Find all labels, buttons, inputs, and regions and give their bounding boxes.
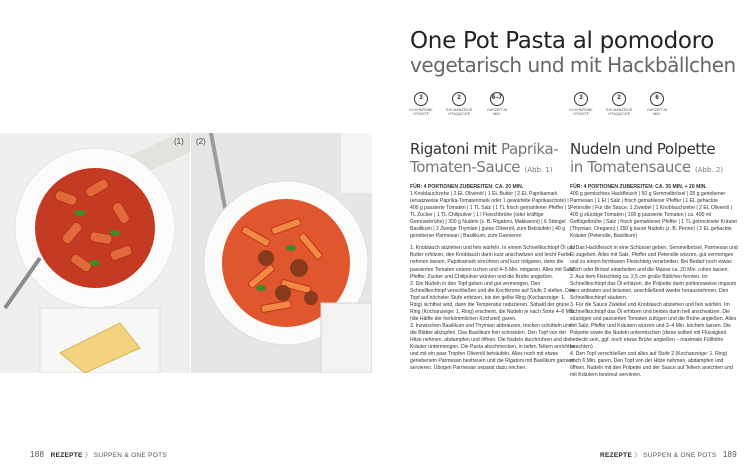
recipe2-icons: [568, 92, 670, 116]
page-number: 189: [722, 450, 738, 459]
kochkrone-icon: 3 KOCHKRONE VITAVIT®: [408, 92, 434, 116]
polpette-illustration: [191, 133, 372, 373]
footer-left: 188 REZEPTE 》 SUPPEN & ONE POTS: [30, 450, 168, 459]
recipe2-step: 1. Das Hackfleisch in eine Schüssel geben, Semmelbrösel, Parmesan und Ei zugeben. Alles mit Salz, Pfeffer und Petersilie würzen, gut vermengen und zu einem formbaren Fleischteig verarbeiten. Bei Bedarf noch etwas Milch oder Brösel einarbeiten und die Masse ca. 20 Min. ruhen lassen.: [570, 245, 738, 273]
recipe1-step: 2. Die Nudeln in den Topf geben und gut vermengen. Den Schnellkochtopf verschließen und die Kochkrone auf Stufe 2 stellen. Den Topf auf höchster Stufe erhitzen, bis der gelbe Ring (Kochanzeige: 1. Ring) sichtbar wird, dann die Temperatur reduzieren. Sobald der grüne Ring (Kochanzeige: 1. Ring) erscheint, die Nudeln je nach Sorte 4–6 Min. (die Hälfte der herkömmlichen Kochzeit) garen.: [410, 280, 576, 322]
recipe2-body: [570, 184, 738, 379]
recipe2-ingredients: 400 g gemischtes Hackfleisch | 50 g Semmelbrösel | 25 g geriebener Parmesan | 1 Ei | Salz | frisch gemahlener Pfeffer | 1 EL gehackte Petersilie | Für die Sauce: 1 Zwiebel | 1 Knoblauchzehe | 2 EL Olivenöl | 400 g stückige Tomaten | 100 g passierte Tomaten | ca. 400 ml Geflügelbrühe | Salz | frisch gemahlener Pfeffer | 1 TL getrocknete Kräuter (Thymian, Oregano) | 250 g kurze Nudeln (z. B. Penne) | 2 EL gehackte Kräuter (Petersilie, Basilikum): [570, 191, 738, 240]
recipe1-step: 1. Knoblauch abziehen und fein würfeln. In einem Schnellkochtopf Öl und Butter erhitzen, den Knoblauch darin kurz anschwitzen und leicht Farbe nehmen lassen. Paprikamark einrühren und kurz mitgaren, dann die passierten Tomaten unterm ischen und 4–5 Min. mitgaren. Alles mit Salz, Pfeffer, Zucker und Chilipulver würzen und die Brühe angießen.: [410, 245, 576, 280]
recipe2-meta: FÜR: 4 PORTIONEN ZUBEREITEN: CA. 35 MIN. + 20 MIN.: [570, 184, 707, 190]
kochkrone-icon: 3 KOCHKRONE VITAVIT®: [568, 92, 594, 116]
photo-rigatoni: [0, 133, 190, 373]
recipe2-title: Nudeln und Polpette in Tomatensauce (Abb. 2): [570, 140, 724, 176]
kochanzeige-icon: 2 KOCHANZEIGE VITAQUICK®: [606, 92, 632, 116]
kochanzeige-icon: 2 KOCHANZEIGE VITAQUICK®: [446, 92, 472, 116]
recipe1-step: 3. Inzwischen Basilikum und Thymian abbrausen, trocken schütteln und die Blätter abzupfen. Das Basilikum fein schneiden. Den Topf von der Hitze nehmen, abdampfen und öffnen. Die Nudeln durchrühren und die Kräuter untermengen. Die Pasta abschmecken, in tiefen Tellern anrichten und mit ein paar Tropfen Olivenöl beträufeln. Alles noch mit etwas geriebenem Parmesan bestreuen und die Rigatoni mit Basilikum garniert servieren. Übrigen Parmesan separat dazu reichen.: [410, 322, 576, 372]
photo-polpette: [191, 133, 372, 373]
page-title: One Pot Pasta al pomodoro: [410, 28, 715, 54]
photo-label-1: (1): [174, 137, 184, 146]
recipe2-step: 4. Den Topf verschließen und alles auf Stufe 2 (Kochanzeige: 1. Ring) noch 6 Min. garen. Den Topf von der Hitze nehmen, abdampfen und öffnen. Nudeln mit den Polpette und der Sauce auf Tellern anrichten und mit Kräutern bestreut servieren.: [570, 351, 733, 379]
garzeit-icon: 6 GARZEIT IN MIN.: [644, 92, 670, 116]
page-subtitle: vegetarisch und mit Hackbällchen: [410, 53, 736, 77]
recipe2-step: 3. Für die Sauce Zwiebel und Knoblauch abziehen und fein würfeln. Im Schnellkochtopf das Öl erhitzen und beides darin hell anschwitzen. Die stückigen und passierten Tomaten zufügen und die Brühe angießen. Alles mit Salz, Pfeffer und Kräutern würzen und 3–4 Min. köcheln lassen. Die Polpette sowie die Nudeln untermischen (diese sollten mit Flüssigkeit bedeckt sein, ggf. noch etwas Brühe angießen – maximale Füllhöhe beachten).: [570, 301, 737, 351]
recipe1-meta: FÜR: 4 PORTIONEN ZUBEREITEN: CA. 20 MIN.: [410, 184, 524, 190]
recipe1-body: [410, 184, 576, 372]
page-number: 188: [30, 450, 45, 459]
footer-right: REZEPTE 》 SUPPEN & ONE POTS 189: [600, 450, 738, 459]
recipe2-step: 2. Aus dem Fleischteig ca. 2,5 cm große Bällchen formen. Im Schnellkochtopf das Öl erhitzen, die Polpette darin portionsweise ringsum kurz anbraten und bräunen, anschließend wieder herausnehmen. Den Schnellkochtopf säubern.: [570, 273, 737, 301]
garzeit-icon: 6–7 GARZEIT IN MIN.: [484, 92, 510, 116]
recipe1-icons: [408, 92, 510, 116]
rigatoni-illustration: [0, 133, 190, 373]
recipe1-title: Rigatoni mit Paprika- Tomaten-Sauce (Abb. 1): [410, 140, 559, 176]
photo-label-2: (2): [196, 137, 206, 146]
recipe1-ingredients: 1 Knoblauchzehe | 2 EL Olivenöl | 1 EL Butter | 2 EL Paprikamark (ersatzweise Paprika-Tomatenmark oder 1 gewürfelte Paprikaschote) | 400 g passierte Tomaten | 1 TL Salz | 1 TL frisch gemahlener Pfeffer | 1 TL Zucker | 1 TL Chilipulver | 1 l Fleischbrühe (oder kräftige Gemüsebrühe) | 300 g Nudeln (z. B. Rigatoni, Makkaroni) | 6 Stängel Basilikum | 2 Zweige Thymian | gutes Olivenöl, zum Beträufeln | 40 g geriebener Parmesan | Basilikum, zum Garnieren: [410, 191, 571, 240]
